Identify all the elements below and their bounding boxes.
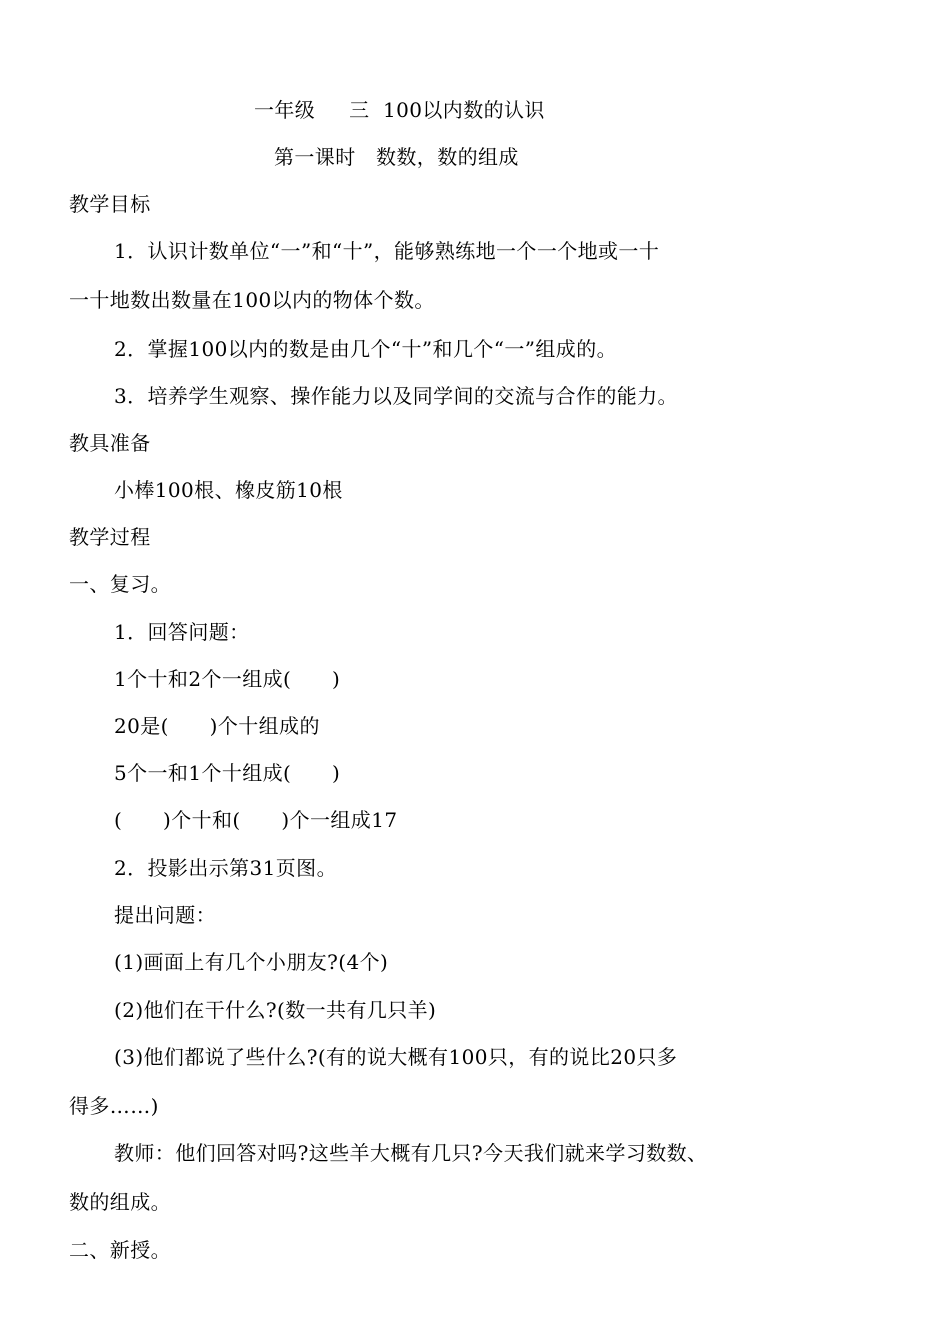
ask-3-line-1: (3)他们都说了些什么?(有的说大概有100只，有的说比20只多 (114, 1045, 678, 1069)
process-heading: 教学过程 (69, 525, 151, 549)
tools-text: 小棒100根、橡皮筋10根 (114, 478, 343, 502)
question-1: 1个十和2个一组成( ) (114, 667, 341, 691)
ask-2: (2)他们在干什么?(数一共有几只羊) (114, 998, 437, 1022)
teacher-line-1: 教师：他们回答对吗?这些羊大概有几只?今天我们就来学习数数、 (114, 1141, 708, 1165)
teacher-line-2: 数的组成。 (69, 1190, 171, 1214)
ask-1: (1)画面上有几个小朋友?(4个) (114, 950, 389, 974)
review-heading: 一、复习。 (69, 572, 171, 596)
objectives-heading: 教学目标 (69, 192, 151, 216)
objective-1-line-1: 1．认识计数单位“一”和“十”，能够熟练地一个一个地或一十 (114, 239, 660, 263)
ask-3-line-2: 得多……) (69, 1094, 159, 1118)
ask-heading: 提出问题： (114, 903, 216, 927)
lesson-subtitle: 第一课时 数数，数的组成 (274, 145, 519, 169)
review-item-1: 1．回答问题： (114, 620, 250, 644)
question-3: 5个一和1个十组成( ) (114, 761, 341, 785)
document-title: 一年级 三 100以内数的认识 (254, 98, 545, 122)
tools-heading: 教具准备 (69, 431, 151, 455)
objective-3: 3．培养学生观察、操作能力以及同学间的交流与合作的能力。 (114, 384, 678, 408)
objective-1-line-2: 一十地数出数量在100以内的物体个数。 (69, 288, 435, 312)
objective-2: 2．掌握100以内的数是由几个“十”和几个“一”组成的。 (114, 337, 617, 361)
question-2: 20是( )个十组成的 (114, 714, 320, 738)
question-4: ( )个十和( )个一组成17 (114, 808, 398, 832)
review-item-2: 2．投影出示第31页图。 (114, 856, 337, 880)
new-section-heading: 二、新授。 (69, 1238, 171, 1262)
